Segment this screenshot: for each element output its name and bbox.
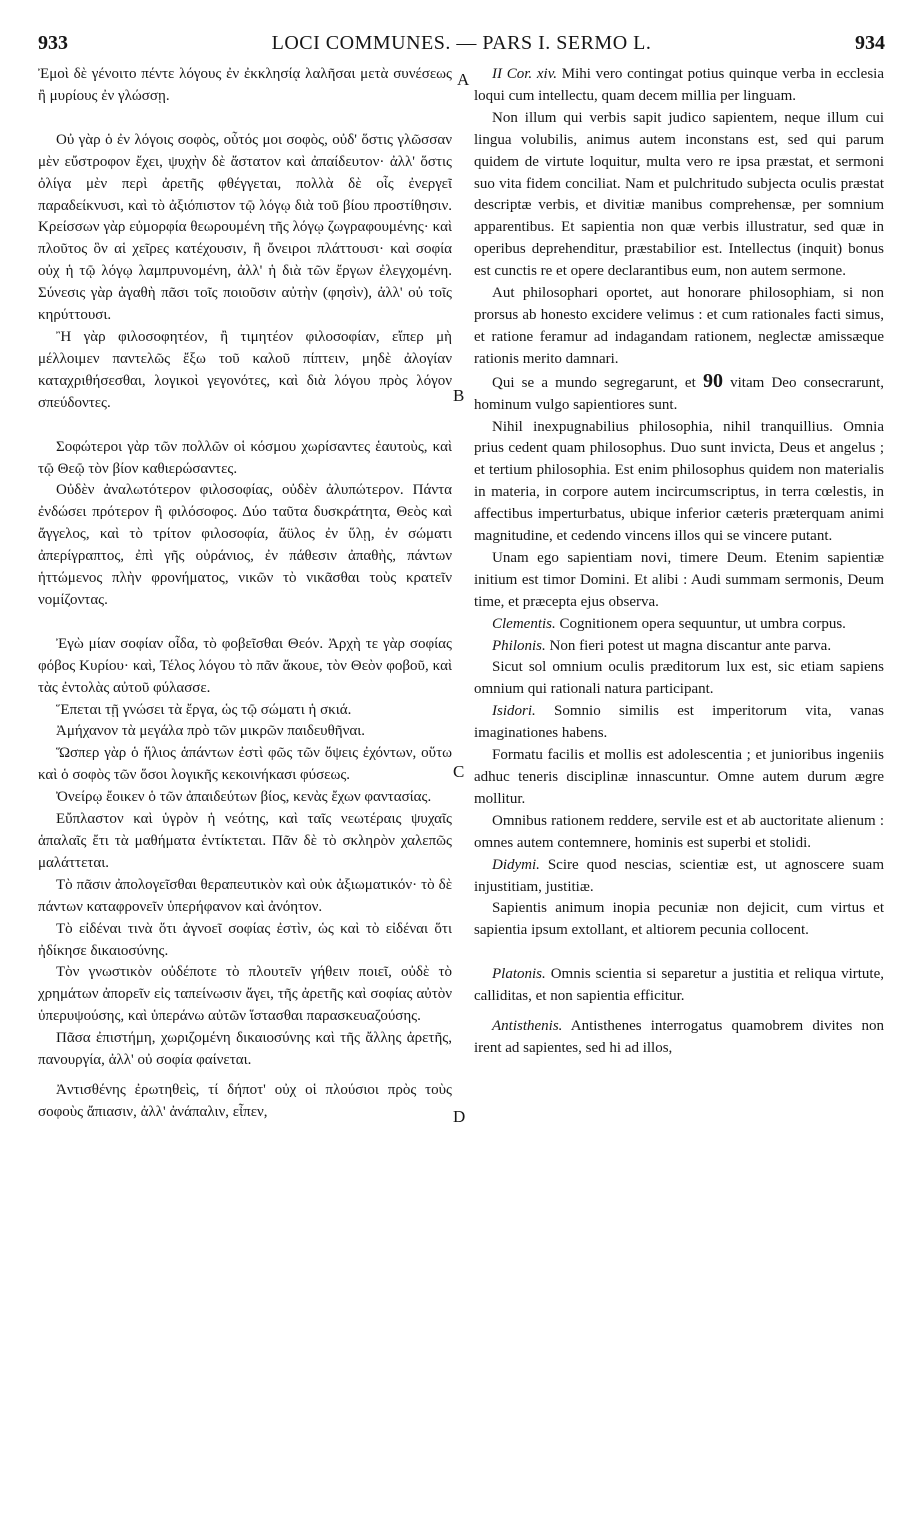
latin-paragraph — [474, 371, 884, 417]
latin-paragraph — [474, 1016, 884, 1060]
latin-text: Scire quod nescias, scientiæ est, ut agnoscere suam injustitiam, justitiæ. — [474, 856, 884, 895]
running-title: LOCI COMMUNES. — PARS I. SERMO L. — [271, 32, 652, 54]
latin-text: Non fieri potest ut magna discantur ante parva. — [549, 637, 832, 654]
source-label: Didymi. — [492, 856, 540, 873]
greek-paragraph: Τὸ εἰδέναι τινὰ ὅτι ἀγνοεῖ σοφίας ἐστὶν, ὡς καὶ τὸ εἰδέναι ὅτι ἠδίκησε δικαιοσύνης. — [38, 920, 452, 959]
latin-text: vitam Deo consecrarunt, hominum vulgo sapientiores sunt. — [474, 374, 884, 413]
latin-paragraph: Omnibus rationem reddere, servile est et ab auctoritate alienum : omnes autem contemnere, hominis est superbi et stolidi. — [474, 812, 884, 851]
margin-letter-c: C — [453, 762, 465, 781]
latin-column — [474, 64, 884, 1534]
greek-paragraph: Τὸν γνωστικὸν οὐδέποτε τὸ πλουτεῖν γήθειν ποιεῖ, οὐδὲ τὸ χρημάτων ἀπορεῖν εἰς ταπείνωσιν ἄγει, τῆς ἀρετῆς καὶ σοφίας αὐτὸν ὑπερυψούσης, καὶ ὑπεράνω αὐτῶν ἵστασθαι παρασκευαζούσης. — [38, 964, 452, 1025]
page-header — [0, 30, 923, 64]
greek-paragraph: Ἢ γὰρ φιλοσοφητέον, ἢ τιμητέον φιλοσοφίαν, εἴπερ μὴ μέλλοιμεν παντελῶς ἔξω τοῦ καλοῦ πίπτειν, μηδὲ ἀλογίαν καταχριθήσεσθαι, λογικοὶ γεγονότες, καὶ διὰ λόγου πρὸς λόγον σπεύδοντες. — [38, 328, 452, 411]
greek-paragraph: Ἀμήχανον τὰ μεγάλα πρὸ τῶν μικρῶν παιδευθῆναι. — [56, 723, 366, 740]
greek-paragraph: Σοφώτεροι γὰρ τῶν πολλῶν οἱ κόσμου χωρίσαντες ἑαυτοὺς, καὶ τῷ Θεῷ τὸν βίον καθιερώσαντες. — [38, 438, 452, 477]
greek-column — [38, 64, 452, 1534]
latin-paragraph — [474, 64, 884, 108]
latin-paragraph: Unam ego sapientiam novi, timere Deum. Etenim sapientiæ initium est timor Domini. Et alibi : Audi summam sermonis, Deum time, et præcepta ejus observa. — [474, 549, 884, 610]
source-label: Philonis. — [492, 637, 546, 654]
latin-paragraph — [474, 855, 884, 899]
greek-paragraph: Οὐ γὰρ ὁ ἐν λόγοις σοφὸς, οὗτός μοι σοφὸς, οὐδ' ὅστις γλῶσσαν μὲν εὔστροφον ἔχει, ψυχὴν δὲ ἄστατον καὶ ἀπαίδευτον· ἀλλ' ὅστις ὀλίγα μὲν περὶ ἀρετῆς φθέγγεται, πολλὰ δὲ οἷς ἐνεργεῖ παραδείκνυσι, καὶ τὸ ἀξιόπιστον τῷ λόγῳ διὰ τοῦ βίου προστίθησιν. Κρείσσων γὰρ εὐμορφία θεωρουμένη τῆς λόγῳ ζωγραφουμένης· καὶ πλοῦτος ὃν αἱ χεῖρες κατέχουσιν, ἢ ὄνειροι πλάττουσι· καὶ σοφία οὐχ ἡ τῷ λόγῳ λαμπρυνομένη, ἀλλ' ἡ διὰ τῶν ἔργων ἐλεγχομένη. Σύνεσις γὰρ ἀγαθὴ πᾶσι τοῖς ποιοῦσιν αὐτὴν (φησὶν), ἀλλ' οὐ τοῖς κηρύττουσι. — [38, 131, 452, 324]
source-label: Platonis. — [492, 966, 546, 983]
page-number-left: 933 — [38, 32, 68, 54]
source-label: Antisthenis. — [492, 1018, 563, 1035]
margin-letter-a: A — [457, 70, 470, 89]
latin-paragraph — [474, 614, 884, 636]
source-label: II Cor. xiv. — [492, 66, 558, 82]
greek-paragraph: Ὀνείρῳ ἔοικεν ὁ τῶν ἀπαιδεύτων βίος, κενὰς ἔχων φαντασίας. — [56, 789, 432, 806]
latin-paragraph: Non illum qui verbis sapit judico sapientem, neque illum cui lingua volubilis, animus autem inconstans est, sed qui parum quidem de virtute loquitur, multa vero re ipsa præstat, et sermoni suo vita fidem conciliat. Nam et pulchritudo subjecta oculis præstat descriptæ verbis, et divitiæ manibus comprehensæ, per somnium apparentibus. Et sapientia non quæ verbis illustratur, sed quæ in operibus deprehenditur, præstabilior est. Intellectus (inquit) bonus est cunctis re et opere declarantibus eum, non autem sermone. — [474, 109, 884, 280]
latin-text: Qui se a mundo segregarunt, et — [492, 374, 696, 391]
greek-paragraph: Ἕπεται τῇ γνώσει τὰ ἔργα, ὡς τῷ σώματι ἡ σκιά. — [56, 701, 352, 718]
latin-paragraph: Sicut sol omnium oculis præditorum lux est, sic etiam sapiens omnium qui rationali natura participant. — [474, 659, 884, 698]
margin-letter-d: D — [453, 1107, 466, 1126]
latin-paragraph — [474, 701, 884, 745]
latin-paragraph: Formatu facilis et mollis est adolescentia ; et junioribus ingeniis adhuc teneris disciplinæ innascuntur. Omne autem durum ægre mollitur. — [474, 747, 884, 807]
latin-paragraph: Nihil inexpugnabilius philosophia, nihil tranquillius. Omnia prius cedent quam philosophus. Duo sunt invicta, Deus et angelus ; et tertium philosophia. Est enim philosophus quidem non materialis in materia, in corpore autem incircumscriptus, in terra cœlestis, in affectibus imperturbatus, ubique inferior cæteris præterquam animi magnitudine, et cedendo vincens illos qui se vincere putant. — [474, 418, 884, 545]
latin-paragraph: Aut philosophari oportet, aut honorare philosophiam, si non prorsus ab honesto excidere velimus : et cum rationales facti simus, et ratione feramur ad indagandam rationem, neglectæ amissæque rationis merito damnari. — [474, 285, 884, 367]
latin-text: Cognitionem opera sequuntur, ut umbra corpus. — [559, 615, 846, 632]
latin-text: Antisthenes interrogatus quamobrem divites non irent ad sapientes, sed hi ad illos, — [474, 1018, 884, 1056]
latin-paragraph — [474, 964, 884, 1008]
greek-paragraph: Οὐδὲν ἀναλωτότερον φιλοσοφίας, οὐδὲν ἀλυπώτερον. Πάντα ἐνδώσει πρότερον ἢ φιλόσοφος. Δύο ταῦτα δυσκράτητα, Θεὸς καὶ ἄγγελος, καὶ τὸ τρίτον φιλοσοφία, ἄϋλος ἐν ὕλῃ, ἐν σώματι ἀπερίγραπτος, ἐπὶ γῆς οὐράνιος, ἐν πάθεσιν ἀπαθὴς, πάντων ἡττώμενος πλὴν φρονήματος, νικῶν τὸ νικᾶσθαι τοὺς κρατεῖν νομίζοντας. — [38, 482, 452, 608]
greek-paragraph: Ἀντισθένης ἐρωτηθεὶς, τί δήποτ' οὐχ οἱ πλούσιοι πρὸς τοὺς σοφοὺς ἄπιασιν, ἀλλ' ἀνάπαλιν, εἶπεν, — [38, 1081, 452, 1120]
latin-text: Omnis scientia si separetur a justitia et reliqua virtute, calliditas, et non sapientia efficitur. — [474, 966, 884, 1005]
greek-paragraph: Τὸ πᾶσιν ἀπολογεῖσθαι θεραπευτικὸν καὶ οὐκ ἀξιωματικόν· τὸ δὲ πάντων καταφρονεῖν ὑπερήφανον καὶ ἀνόητον. — [38, 876, 452, 915]
latin-text: Mihi vero contingat potius quinque verba in ecclesia loqui cum intellectu, quam decem millia per linguam. — [474, 66, 884, 104]
greek-paragraph: Ἐγὼ μίαν σοφίαν οἶδα, τὸ φοβεῖσθαι Θεόν. Ἀρχὴ τε γὰρ σοφίας φόβος Κυρίου· καὶ, Τέλος λόγου τὸ πᾶν ἄκουε, τὸν Θεὸν φοβοῦ, καὶ τὰς ἐντολὰς αὐτοῦ φύλασσε. — [38, 635, 452, 696]
latin-paragraph: Sapientis animum inopia pecuniæ non dejicit, cum virtus et sapientia ipsum extollant, et altiorem pecunia collocent. — [474, 900, 884, 939]
latin-text: Somnio similis est imperitorum vita, vanas imaginationes habens. — [474, 703, 884, 742]
greek-paragraph: Ὥσπερ γὰρ ὁ ἥλιος ἁπάντων ἐστὶ φῶς τῶν ὄψεις ἐχόντων, οὕτω καὶ ὁ σοφὸς τῶν ὅσοι λογικῆς κεκοινήκασι φύσεως. — [38, 745, 452, 784]
column-number: 90 — [702, 369, 723, 392]
greek-paragraph: Εὔπλαστον καὶ ὑγρὸν ἡ νεότης, καὶ ταῖς νεωτέραις ψυχαῖς ἁπαλαῖς ἔτι τὰ μαθήματα ἐντίκτεται. Πᾶν δὲ τὸ σκληρὸν χαλεπῶς μαλάττεται. — [38, 811, 452, 871]
source-label: Clementis. — [492, 615, 556, 632]
greek-paragraph: Ἐμοὶ δὲ γένοιτο πέντε λόγους ἐν ἐκκλησίᾳ λαλῆσαι μετὰ συνέσεως ἢ μυρίους ἐν γλώσσῃ. — [38, 66, 452, 104]
latin-paragraph — [474, 636, 884, 658]
greek-paragraph: Πᾶσα ἐπιστήμη, χωριζομένη δικαιοσύνης καὶ τῆς ἄλλης ἀρετῆς, πανουργία, ἀλλ' οὐ σοφία φαίνεται. — [38, 1030, 452, 1069]
page-number-right: 934 — [855, 32, 885, 54]
source-label: Isidori. — [492, 703, 536, 720]
margin-letter-b: B — [453, 386, 465, 405]
